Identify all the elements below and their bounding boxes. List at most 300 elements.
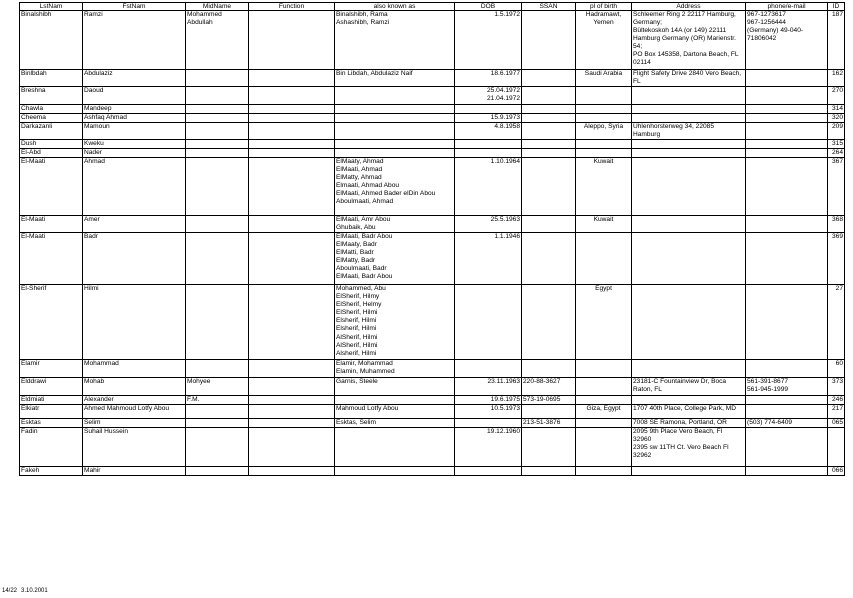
cell-aka [335,233,455,285]
cell-aka [335,11,455,70]
cell-phone [746,158,828,216]
cell-phone-line: 967-1273617 [747,11,786,18]
cell-birthplace-line: Kuwait [593,216,614,224]
cell-id: 217 [828,405,845,419]
cell-function [249,428,335,467]
cell-id: 187 [828,11,845,70]
cell-phone [746,216,828,233]
cell-phone [746,233,828,285]
cell-lastname: Chawla [20,105,83,114]
cell-birthplace [576,114,632,123]
table-row [20,158,845,216]
cell-birthplace [576,87,632,105]
cell-address-line: 2395 sw 11TH Ct. Vero Beach Fl [633,444,729,452]
cell-midname [186,70,249,87]
cell-aka [335,396,455,405]
table-row [20,123,845,140]
cell-midname [186,216,249,233]
cell-lastname: Cheema [20,114,83,123]
cell-aka-line: Mahmoud Lotfy Abou [336,405,399,413]
table-row [20,105,845,114]
cell-birthplace-line: Yemen [593,19,614,27]
cell-dob-line: 25.5.1963 [490,216,520,224]
cell-lastname: El-Maati [20,233,83,285]
cell-address-line: 32962 [633,452,652,460]
cell-address [632,114,746,123]
cell-dob [455,114,522,123]
col-header-function: Function [249,3,335,11]
col-header-midname: MidName [186,3,249,11]
footer-page: 14/22 [2,588,18,594]
footer-date: 3.10.2001 [21,588,48,594]
cell-phone-line: 561-391-8677 [747,378,789,386]
cell-aka [335,428,455,467]
cell-lastname: Eldmiati [20,396,83,405]
cell-address-line: Schleemer Ring 2 22117 Hamburg, [633,11,736,18]
cell-id: 246 [828,396,845,405]
cell-aka [335,114,455,123]
cell-address [632,285,746,360]
cell-aka-line: Elamin, Muhammed [336,368,395,376]
cell-address-line: 7008 SE Ramona, Portland, OR [633,419,727,427]
cell-aka [335,105,455,114]
col-header-address: Address [632,3,746,11]
records-table [19,2,845,476]
cell-midname [186,405,249,419]
cell-function [249,405,335,419]
cell-lastname: El-Abd [20,149,83,158]
cell-birthplace [576,70,632,87]
cell-aka [335,149,455,158]
cell-aka-line: ElMaati, Badr Abou [336,233,393,241]
cell-address [632,140,746,149]
cell-aka-line: ElMaati, Badr Abou [336,273,393,281]
cell-aka-line: ElSherif, Hilmi [336,309,378,317]
cell-ssan [522,87,576,105]
cell-birthplace [576,233,632,285]
table-row [20,140,845,149]
cell-id: 314 [828,105,845,114]
cell-dob [455,233,522,285]
cell-aka-line: ElMatty, Ahmad [336,174,382,182]
cell-midname [186,285,249,360]
cell-function [249,114,335,123]
cell-aka [335,405,455,419]
cell-aka-line: ElMaati, Ahmed Bader elDin Abou [336,190,436,198]
cell-phone [746,87,828,105]
cell-dob-line: 1.5.1972 [494,11,520,18]
cell-dob [455,158,522,216]
cell-id: 264 [828,149,845,158]
cell-dob [455,216,522,233]
cell-phone [746,285,828,360]
cell-aka-line: ElMaati, Amr Abou [336,216,391,224]
cell-dob [455,467,522,476]
cell-aka-line: Bin Libdah, Abdulaziz Naif [336,70,413,77]
cell-address [632,360,746,378]
cell-birthplace-line: Saudi Arabia [584,70,623,77]
cell-midname [186,419,249,428]
cell-firstname: Ahmed Mahmoud Lotfy Abou [83,405,186,419]
cell-dob-line: 23.11.1963 [487,378,520,386]
cell-aka-line: Garnis, Steele [336,378,378,386]
cell-ssan [522,285,576,360]
cell-id: 270 [828,87,845,105]
cell-aka-line: Elsherif, Hilmi [336,325,377,333]
cell-aka [335,360,455,378]
cell-birthplace-line: Hadramawt, [585,11,622,18]
cell-aka-line: Binalshibh, Rama [336,11,388,18]
cell-dob [455,285,522,360]
cell-birthplace [576,419,632,428]
cell-dob [455,87,522,105]
cell-phone [746,419,828,428]
cell-phone [746,70,828,87]
cell-address [632,158,746,216]
cell-address [632,396,746,405]
cell-birthplace [576,158,632,216]
cell-address [632,378,746,396]
cell-aka [335,87,455,105]
cell-phone-line: (Germany) 49-040- [747,27,804,35]
cell-firstname: Kweku [83,140,186,149]
cell-aka-line: AlSherif, Hilmi [336,333,378,341]
cell-midname [186,428,249,467]
cell-ssan: 573-19-0695 [522,396,576,405]
cell-firstname: Nader [83,149,186,158]
cell-birthplace [576,285,632,360]
cell-address [632,467,746,476]
cell-aka-line: ElMatti, Badr [336,249,374,257]
cell-firstname: Hilmi [83,285,186,360]
table-row [20,378,845,396]
cell-address-line: 1707 40th Place, College Park, MD [633,405,736,413]
cell-dob-line: 4.8.1958 [494,123,520,131]
cell-midname-line: Mohammed [187,11,222,18]
col-header-birthplace: pl of birth [576,3,632,11]
cell-firstname: Ramzi [83,11,186,70]
cell-address [632,123,746,140]
cell-birthplace [576,105,632,114]
cell-address-line: Hamburg Germany (OR) Marienstr. [633,35,736,43]
cell-midname [186,114,249,123]
cell-firstname: Suhail Hussein [83,428,186,467]
col-header-lastname: LstNam [20,3,83,11]
table-row [20,233,845,285]
cell-address-line: Bültekoskoh 14A (or 149) 22111 [633,27,727,35]
cell-birthplace [576,123,632,140]
cell-dob-line: 21.04.1972 [486,95,520,103]
cell-id: 066 [828,467,845,476]
cell-ssan [522,158,576,216]
cell-midname [186,105,249,114]
cell-aka [335,70,455,87]
cell-phone [746,149,828,158]
cell-address-line: 32960 [633,436,652,444]
cell-dob [455,11,522,70]
cell-dob [455,419,522,428]
cell-aka-line: Alsherif, Hilmi [336,349,377,357]
cell-ssan [522,114,576,123]
cell-address [632,105,746,114]
cell-id: 065 [828,419,845,428]
cell-address [632,233,746,285]
cell-ssan [522,233,576,285]
table-row [20,396,845,405]
cell-midname-line: F.M. [187,396,200,404]
cell-aka [335,378,455,396]
cell-firstname: Mohammad [83,360,186,378]
cell-aka-line: ElSherif, Helmy [336,301,382,309]
cell-aka-line: ElMaati, Ahmad [336,166,383,174]
cell-phone [746,123,828,140]
cell-phone-line: 561-945-1999 [747,386,789,394]
cell-phone [746,11,828,70]
cell-address [632,405,746,419]
cell-aka-line: Mohammed, Abu [336,285,386,293]
table-row [20,360,845,378]
cell-midname [186,140,249,149]
cell-birthplace-line: Egypt [595,285,612,293]
cell-firstname: Ashfaq Ahmad [83,114,186,123]
cell-id [828,428,845,467]
cell-phone-line: 967-1256444 [747,19,786,27]
cell-aka-line: Aboulmaati, Ahmad [336,198,394,206]
cell-midname-line: Mohyee [187,378,211,386]
cell-dob-line: 19.12.1960 [486,428,520,436]
cell-address [632,216,746,233]
col-header-id: ID [828,3,845,11]
cell-firstname: Daoud [83,87,186,105]
cell-ssan [522,11,576,70]
cell-aka-line: ElMatty, Badr [336,257,376,265]
cell-dob-line: 19.6.1975 [490,396,520,404]
cell-address-line: Hamburg [633,131,661,139]
cell-address [632,70,746,87]
cell-aka-line: ElMaaty, Ahmad [336,158,384,166]
cell-lastname: El-Sherif [20,285,83,360]
cell-lastname: Breshna [20,87,83,105]
cell-function [249,467,335,476]
cell-ssan [522,467,576,476]
cell-lastname: Elamir [20,360,83,378]
cell-birthplace [576,405,632,419]
cell-birthplace-line: Aleppo, Syria [583,123,624,131]
cell-address-line: Germany; [633,19,662,27]
header-row [20,3,845,11]
cell-phone [746,428,828,467]
cell-midname [186,360,249,378]
cell-dob [455,428,522,467]
cell-dob [455,140,522,149]
cell-address-line: 02114 [633,59,651,67]
cell-firstname: Mandeep [83,105,186,114]
cell-address [632,11,746,70]
cell-id: 27 [828,285,845,360]
cell-aka-line: Elamir, Mohammad [336,360,393,368]
cell-lastname: Dush [20,140,83,149]
cell-firstname: Abdulaziz [83,70,186,87]
cell-dob [455,378,522,396]
cell-birthplace [576,396,632,405]
cell-ssan [522,140,576,149]
cell-ssan: 220-88-3627 [522,378,576,396]
cell-address-line: PO Box 145358, Dartona Beach, FL [633,51,739,59]
table-row [20,114,845,123]
cell-ssan [522,428,576,467]
cell-function [249,419,335,428]
table-row [20,70,845,87]
cell-aka [335,419,455,428]
cell-function [249,140,335,149]
cell-phone-line: 71806042 [747,35,777,43]
cell-midname [186,158,249,216]
cell-address [632,149,746,158]
cell-function [249,105,335,114]
col-header-firstname: FstNam [83,3,186,11]
cell-dob-line: 10.5.1973 [490,405,520,413]
cell-lastname: Binalshibh [20,11,83,70]
cell-phone [746,467,828,476]
cell-address-line: 23181-C Fountainview Dr, Boca [633,378,727,386]
cell-birthplace [576,216,632,233]
cell-birthplace [576,378,632,396]
cell-id: 373 [828,378,845,396]
cell-ssan: 213-51-3876 [522,419,576,428]
cell-id: 320 [828,114,845,123]
cell-phone [746,378,828,396]
table-row [20,428,845,467]
cell-function [249,70,335,87]
cell-birthplace [576,149,632,158]
cell-midname [186,467,249,476]
page-footer [2,588,48,595]
cell-function [249,233,335,285]
cell-ssan [522,405,576,419]
table-row [20,285,845,360]
cell-id: 209 [828,123,845,140]
cell-id: 60 [828,360,845,378]
cell-dob [455,396,522,405]
cell-birthplace-line: Kuwait [593,158,614,166]
cell-address-line: 2095 9th Place Vero Beach, Fl [633,428,723,436]
cell-dob [455,405,522,419]
table-row [20,467,845,476]
cell-birthplace [576,428,632,467]
cell-birthplace [576,11,632,70]
cell-dob-line: 25.04.1972 [486,87,520,95]
cell-aka-line: Aboulmaati, Badr [336,265,387,273]
cell-firstname: Ahmad [83,158,186,216]
cell-id: 162 [828,70,845,87]
table-row [20,87,845,105]
cell-dob [455,149,522,158]
cell-dob-line: 1.10.1964 [490,158,520,166]
cell-lastname: Fadin [20,428,83,467]
cell-id: 368 [828,216,845,233]
table-row [20,405,845,419]
cell-id: 369 [828,233,845,285]
cell-address [632,87,746,105]
cell-midname [186,11,249,70]
cell-address-line: Uhlenhorsterweg 34, 22085 [633,123,715,131]
cell-aka [335,140,455,149]
cell-phone [746,140,828,149]
col-header-dob: DOB [455,3,522,11]
cell-phone [746,405,828,419]
cell-midname [186,149,249,158]
cell-aka [335,123,455,140]
cell-dob-line: 1.1.1946 [494,233,520,241]
cell-address [632,419,746,428]
cell-ssan [522,216,576,233]
cell-aka-line: AlSherif, Hilmi [336,341,378,349]
cell-address-line: 54; [633,43,643,51]
table-row [20,11,845,70]
table-row [20,419,845,428]
cell-dob [455,123,522,140]
col-header-aka: also known as [335,3,455,11]
cell-lastname: Darkazanli [20,123,83,140]
cell-midname [186,123,249,140]
cell-midname-line: Abdullah [187,19,213,27]
table-row [20,216,845,233]
cell-firstname: Amer [83,216,186,233]
cell-aka-line: ElMaaty, Badr [336,241,377,249]
cell-aka-line: Ghubaik, Abu [336,224,376,232]
cell-dob [455,105,522,114]
cell-firstname: Mahir [83,467,186,476]
cell-lastname: Fakeh [20,467,83,476]
cell-midname [186,87,249,105]
cell-function [249,123,335,140]
cell-dob [455,70,522,87]
cell-midname [186,396,249,405]
cell-function [249,158,335,216]
cell-midname [186,233,249,285]
cell-address-line: FL [633,78,641,86]
cell-ssan [522,149,576,158]
cell-function [249,87,335,105]
cell-id: 367 [828,158,845,216]
cell-function [249,285,335,360]
cell-function [249,396,335,405]
cell-lastname: Elkiatr [20,405,83,419]
cell-dob [455,360,522,378]
cell-phone [746,105,828,114]
cell-lastname: El-Maati [20,216,83,233]
cell-address [632,428,746,467]
cell-aka [335,216,455,233]
cell-ssan [522,360,576,378]
cell-phone [746,360,828,378]
cell-firstname: Alexander [83,396,186,405]
cell-id: 315 [828,140,845,149]
cell-lastname: Esktas [20,419,83,428]
cell-firstname: Badr [83,233,186,285]
cell-function [249,149,335,158]
cell-ssan [522,123,576,140]
cell-aka [335,467,455,476]
cell-aka-line: Ashashibh, Ramzi [336,19,390,27]
cell-aka-line: ElSherif, Hilmy [336,293,380,301]
cell-firstname: Selim [83,419,186,428]
cell-birthplace [576,360,632,378]
cell-phone-line: (503) 774-6409 [747,419,793,427]
cell-dob-line: 15.9.1973 [490,114,520,122]
cell-aka [335,285,455,360]
cell-aka-line: Elmaati, Ahmad Abou [336,182,400,190]
